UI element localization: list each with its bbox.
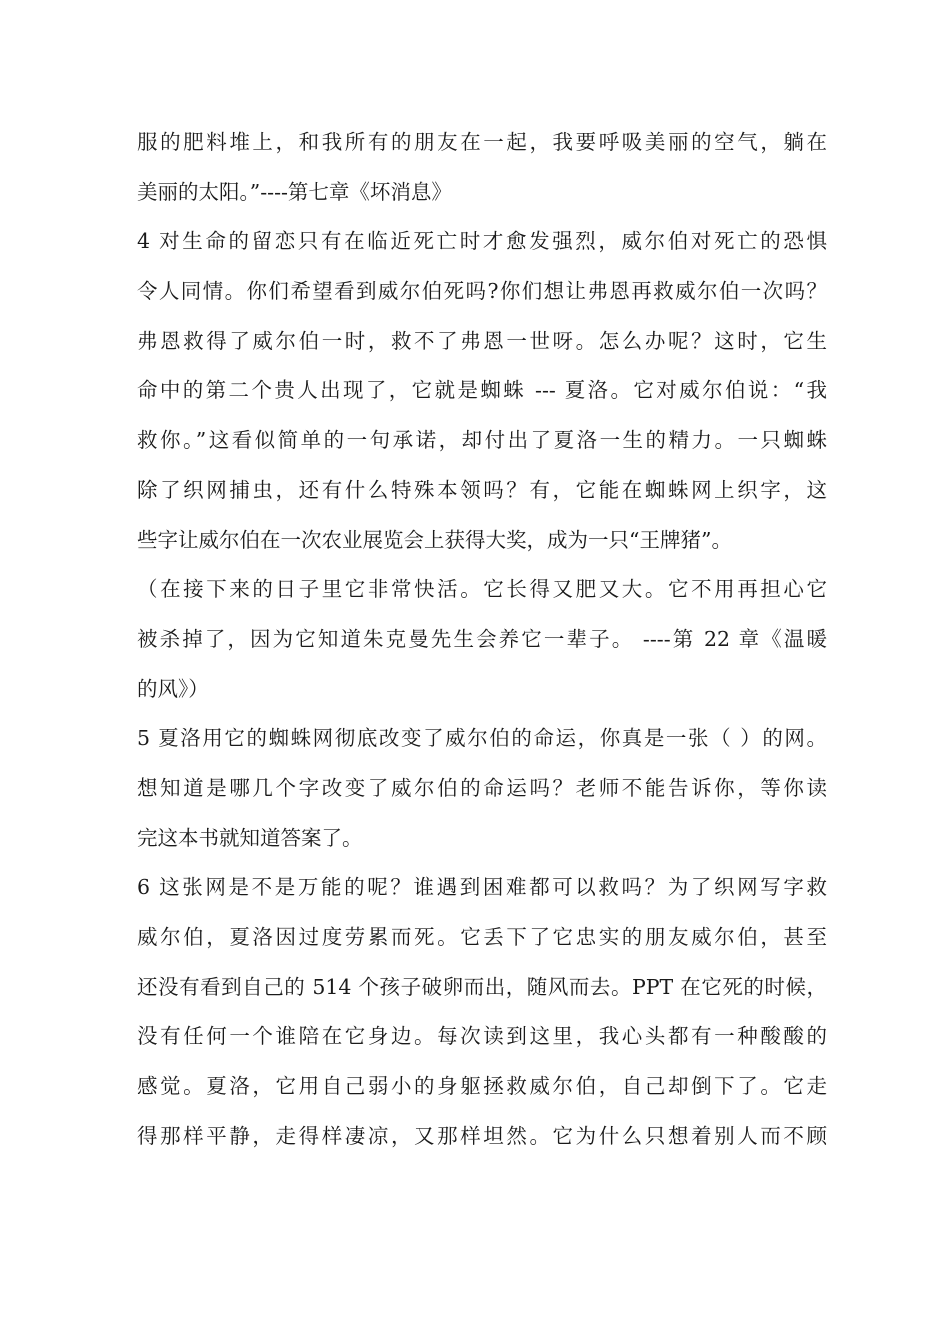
text-line: 被杀掉了，因为它知道朱克曼先生会养它一辈子。 ----第 22 章《温暖	[137, 626, 827, 651]
text-line: 4 对生命的留恋只有在临近死亡时才愈发强烈，威尔伯对死亡的恐惧	[137, 229, 827, 254]
text-line: 除了织网捕虫，还有什么特殊本领吗？有，它能在蜘蛛网上织字，这	[137, 477, 827, 502]
text-line: 威尔伯，夏洛因过度劳累而死。它丢下了它忠实的朋友威尔伯，甚至	[137, 925, 827, 949]
text-line: 弗恩救得了威尔伯一时，救不了弗恩一世呀。怎么办呢？这时，它生	[137, 328, 827, 353]
text-line: 想知道是哪几个字改变了威尔伯的命运吗？老师不能告诉你，等你读	[137, 775, 827, 800]
text-line: 命中的第二个贵人出现了，它就是蜘蛛 --- 夏洛。它对威尔伯说：“我	[137, 378, 827, 403]
text-line: 6 这张网是不是万能的呢？谁遇到困难都可以救吗？为了织网写字救	[137, 875, 827, 900]
text-line: 感觉。夏洛，它用自己弱小的身躯拯救威尔伯，自己却倒下了。它走	[137, 1074, 827, 1099]
text-line: 的风》）	[137, 676, 209, 701]
text-line: 得那样平静，走得样凄凉，又那样坦然。它为什么只想着别人而不顾	[137, 1123, 827, 1148]
text-line: 美丽的太阳。”----第七章《坏消息》	[137, 179, 452, 204]
text-line: 没有任何一个谁陪在它身边。每次读到这里，我心头都有一种酸酸的	[137, 1024, 827, 1049]
body-text	[137, 118, 827, 1161]
text-line: 完这本书就知道答案了。	[137, 825, 363, 850]
text-line: 服的肥料堆上，和我所有的朋友在一起，我要呼吸美丽的空气，躺在	[137, 130, 827, 154]
text-line: 些字让威尔伯在一次农业展览会上获得大奖，成为一只“王牌猪”。	[137, 527, 732, 552]
text-line: 救你。”这看似简单的一句承诺，却付出了夏洛一生的精力。一只蜘蛛	[137, 428, 827, 453]
text-line: 令人同情。你们希望看到威尔伯死吗?你们想让弗恩再救威尔伯一次吗？	[137, 279, 827, 304]
text-line: （在接下来的日子里它非常快活。它长得又肥又大。它不用再担心它	[137, 577, 827, 602]
text-line: 5 夏洛用它的蜘蛛网彻底改变了威尔伯的命运，你真是一张（ ）的网。	[137, 726, 827, 751]
text-line: 还没有看到自己的 514 个孩子破卵而出，随风而去。PPT 在它死的时候，	[137, 974, 827, 999]
